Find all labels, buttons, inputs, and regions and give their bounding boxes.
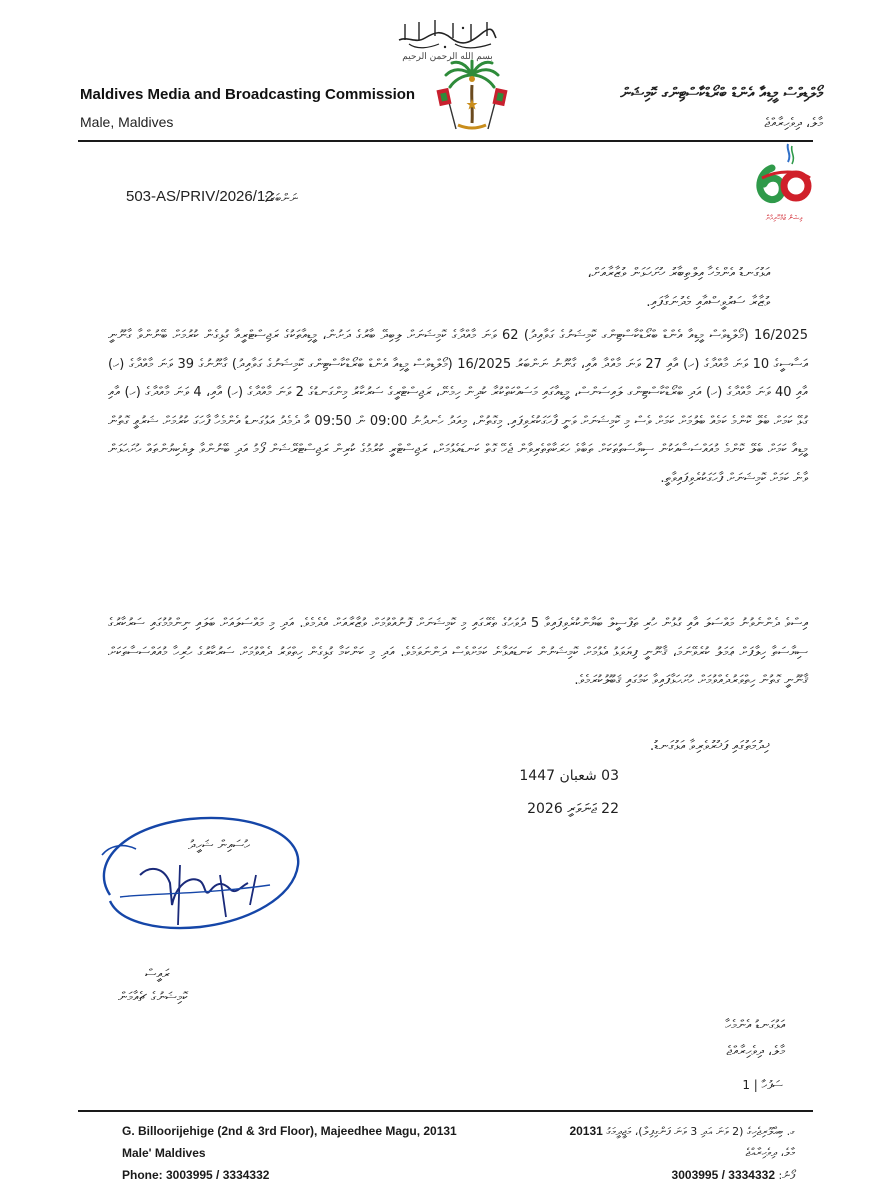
footer-address-en: G. Billoorijehige (2nd & 3rd Floor), Majeedhee Magu, 20131 <box>122 1124 457 1138</box>
salutation-line-1: އަޅުގަނޑު އެންމެހާ އިލްތިބާރު ހުށަހަޅަން ވުޒާރާއަށް، <box>587 265 770 281</box>
org-city-dv: މާލެ، ދިވެހިރާއްޖެ <box>764 116 823 131</box>
footer-phone-dv <box>672 1168 795 1183</box>
bismillah-calligraphy <box>395 14 500 52</box>
date-hijri: 03 شعبان 1447 <box>519 768 619 784</box>
reference-label: ނަންބަރު: <box>264 191 298 205</box>
signatory-name: ހުސައިން ޝަހީދު <box>188 838 250 853</box>
footer-phone-en: Phone: 3003995 / 3334332 <box>122 1168 270 1182</box>
body-paragraph-1: 16/2025 (މޯލްޑިވްސް މީޑިއާ އެންޑް ބްރޯޑްކާސްޓިންގ ކޮމިޝަނުގެ ގަވާއިދު) 62 ވަނަ މާއްދާގެ ކޮމިޝަނަށް ލިބިދޭ ބާރުގެ ދަށުން، މީޑިއާތަކުގެ ރަޖިސްޓްރީއާ ގުޅިގެން ކުރުމަށް ބޭނުންވާ ގާނޫނީ އަސާސީގެ 10 ވަނަ މާއްދާގެ (ހ) އާއި 27 ވަނަ މާއްދާ އާއި، ގާނޫނު ނަންބަރު 16/2025 (މޯލްޑިވްސް މީޑިއާ އެންޑް ބްރޯޑްކާސްޓިންގ ކޮމިޝަނުގެ ގަވާއިދު) ގާނޫނުގެ 39 ވަނަ މާއްދާގެ (ހ) އާއި 40 ވަނަ މާއްދާގެ (ހ) އަދި ބްރޯޑްކާސްޓިންގ ލައިސަންސް، މީޑިއާގައި މަސައްކަތްކުރާ ކުދިން ހިމެނޭ، ރަޖިސްޓްރީގެ ސަރުކާރު މިންގަނޑުގެ 2 ވަނަ މާއްދާގެ (ހ) އާއި، 4 ވަނަ މާއްދާގެ (ހ) އާއި ގުޅޭ ކަމަށް ބެލޭ ކޮންމެ ކަމެއް ބެލުމަށް ކަމަށް ވެސް މި ކޮމިޝަނަށް ވަނީ ފާހަގަކުރެވިފައި. މިގޮތުން، މިއަދު ހެނދުނު 09:00 ން 09:50 އާ ދެމެދު އަޅުގަނޑު އެންމެހާ ފާހަގަ ކުރުމަށް ޝަރުޢީ ގޮތުން މީޑިއާ ކަމަށް ބެލޭ ކޮންމެ މުއައްސަސާއަކުން ސިޔާސަތުތަކަށް ތަބާވެ ހަރަކާތްތެރިވާން ޖެހޭ ގޮތް ކަނޑައެޅުމަށް، ރަޖިސްޓްރީ ކުރުމުގެ ކުރިން ރަޖިސްޓްރޭޝަން ފޯމު އަދި ބޭނުންވާ ލިޔެކިޔުންތައް ހުށަހަޅަން ވާނެ ކަމަށް ކޮމިޝަނަށް ފާހަގަކުރެވިފައިވާތީ. <box>108 328 808 486</box>
org-name-dv: މޯލްޑިވްސް މީޑިއާ އެންޑް ބްރޯޑްކާސްޓިންގ ކޮމިޝަން <box>620 84 823 102</box>
page-number-value: 1 <box>742 1078 750 1092</box>
handwritten-signature <box>80 805 310 965</box>
footer-address-dv-text: ގ. ބިއްލޫރިޖެހިގެ (2 ވަނަ އަދި 3 ވަނަ ފަންގިފިލާ)، މަޖީދީމަގު <box>606 1125 795 1138</box>
national-emblem <box>432 55 512 135</box>
header-divider <box>78 140 813 142</box>
date-gregorian-day: 22 <box>601 801 619 817</box>
recipient-line-1: އަޅުގަނޑު އެންމެހާ <box>725 1018 785 1033</box>
body-paragraph-2: އިސްވެ ދެންނެވުނު މައްސަލަ އާއި ގުޅުން ހުރި ތަފްސީލް ބަޔާންކުރެވިފައިވާ 5 ދުވަހުގެ ތެރޭގައި މި ކޮމިޝަނަށް ފޮނުއްވުމަށް ވުޒާރާއަށް އެދެމެވެ. އަދި މި މައްސަލައަށް ބަލައި ނިންމުމުގައި ސަރުކާރުގެ ސިޔާސަތާ ހިލާފަށް ޢަމަލު ކުރެވޭނަމަ، ޤާނޫނީ ފިޔަވަޅު އެޅުމަށް ކޮމިޝަނުން ކަނޑައަޅާނެ ކަމަށްވެސް ދަންނަވަމެވެ. އަދި މި ކަންކަމާ ގުޅިގެން ހިތްވަރު ދެއްވުމަށް ސަރުކާރުގެ ހުރިހާ މުއައްސަސާތަކަށް ޤާނޫނީ ގޮތުން ހިތްވަރުދެއްވުމަށް ހުށަހަޅާފައިވާ ކަމުގައި ޤަބޫލުކުރަމެވެ. <box>108 616 808 689</box>
bismillah-text: بسم الله الرحمن الرحيم <box>402 52 493 62</box>
date-gregorian <box>527 801 619 817</box>
anniversary-logo <box>748 140 820 212</box>
anniversary-logo-caption: ވިޝަން ޖުމްހޫރިއްޔާ <box>765 214 803 222</box>
page-label: ސަފުހާ <box>761 1078 783 1092</box>
footer-phone-numbers: 3334332 / 3003995 <box>671 1168 775 1182</box>
date-gregorian-month: ޖަނަވަރީ <box>567 801 597 817</box>
closing-line: ޚިދުމަތުގައި ފަޚުރުވެރިވާ އަޅުގަނޑު. <box>649 738 770 754</box>
footer-address-dv <box>569 1124 795 1139</box>
footer-city-en: Male' Maldives <box>122 1146 206 1160</box>
signatory-title: ރައީސް <box>145 967 170 982</box>
org-city-en: Male, Maldives <box>80 114 174 130</box>
footer-divider <box>78 1110 813 1112</box>
footer-phone-label: ފޯނު: <box>778 1169 795 1182</box>
org-name-en: Maldives Media and Broadcasting Commission <box>80 86 416 103</box>
reference-number: 503-AS/PRIV/2026/12 <box>126 188 274 205</box>
recipient-line-2: މާލެ، ދިވެހިރާއްޖެ <box>726 1044 785 1059</box>
page-number: ސަފުހާ | 1 <box>742 1078 783 1092</box>
salutation-line-2: ވުޒާރާ ސަރުވީސްއާއި މެދުނަގާފައި. <box>646 294 770 310</box>
footer-postcode: 20131 <box>569 1124 603 1138</box>
date-gregorian-year: 2026 <box>527 801 563 817</box>
signatory-role: ކޮމިޝަނުގެ ޗެއާމަން <box>118 990 188 1005</box>
footer-city-dv: މާލެ، ދިވެހިރާއްޖެ <box>745 1146 795 1159</box>
